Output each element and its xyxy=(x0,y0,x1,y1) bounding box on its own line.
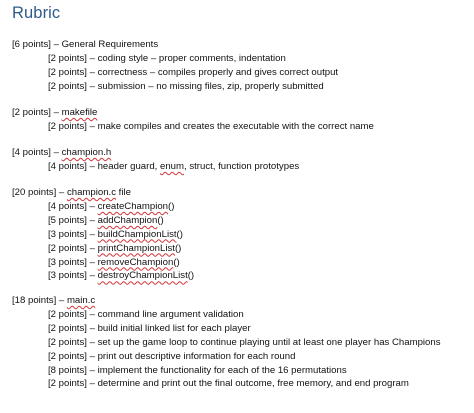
spellcheck-term: champion.c xyxy=(66,187,116,198)
spellcheck-term: main.c xyxy=(66,295,96,306)
spellcheck-term: buildChampionList xyxy=(97,228,177,240)
section-header: [6 points] – General Requirements xyxy=(12,39,159,50)
rubric-item: [2 points] – determine and print out the final outcome, free memory, and end program xyxy=(48,378,409,390)
rubric-item: [3 points] – removeChampion() xyxy=(48,256,180,268)
rubric-item: [3 points] – destroyChampionList() xyxy=(48,270,195,282)
spellcheck-term: destroyChampionList xyxy=(97,270,188,282)
spellcheck-term: removeChampion xyxy=(97,256,174,268)
section-header: [2 points] – makefile xyxy=(12,107,98,118)
section-champion-h xyxy=(12,146,299,174)
spellcheck-term: addChampion xyxy=(97,214,158,226)
spellcheck-term: createChampion xyxy=(97,200,169,212)
rubric-item: [2 points] – make compiles and creates the executable with the correct name xyxy=(48,120,374,132)
rubric-item: [2 points] – correctness – compiles properly and gives correct output xyxy=(48,66,339,78)
section-general-requirements xyxy=(12,38,338,94)
spellcheck-term: enum xyxy=(160,160,185,172)
document-title: Rubric xyxy=(12,4,61,22)
spellcheck-term: champion.h xyxy=(61,147,112,158)
rubric-item: [8 points] – implement the functionality for each of the 16 permutations xyxy=(48,364,347,376)
spellcheck-term: printChampionList xyxy=(97,242,175,254)
rubric-item: [5 points] – addChampion() xyxy=(48,214,164,226)
section-header: [4 points] – champion.h xyxy=(12,147,112,158)
rubric-item: [2 points] – build initial linked list for each player xyxy=(48,322,251,334)
section-header: [20 points] – champion.c file xyxy=(12,187,131,198)
section-main-c xyxy=(12,294,441,391)
rubric-item: [2 points] – submission – no missing files, zip, properly submitted xyxy=(48,80,324,92)
section-makefile xyxy=(12,106,374,134)
rubric-item: [2 points] – coding style – proper comments, indentation xyxy=(48,52,286,64)
rubric-item: [4 points] – header guard, enum, struct, function prototypes xyxy=(48,160,300,172)
rubric-item: [2 points] – set up the game loop to continue playing until at least one player has Champions xyxy=(48,336,441,348)
rubric-item: [2 points] – command line argument validation xyxy=(48,308,244,320)
rubric-item: [2 points] – print out descriptive information for each round xyxy=(48,350,296,362)
rubric-item: [2 points] – printChampionList() xyxy=(48,242,182,254)
rubric-item: [4 points] – createChampion() xyxy=(48,200,175,212)
rubric-item: [3 points] – buildChampionList() xyxy=(48,228,183,240)
spellcheck-term: makefile xyxy=(61,107,98,118)
section-champion-c xyxy=(12,186,194,283)
section-header: [18 points] – main.c xyxy=(12,295,96,306)
